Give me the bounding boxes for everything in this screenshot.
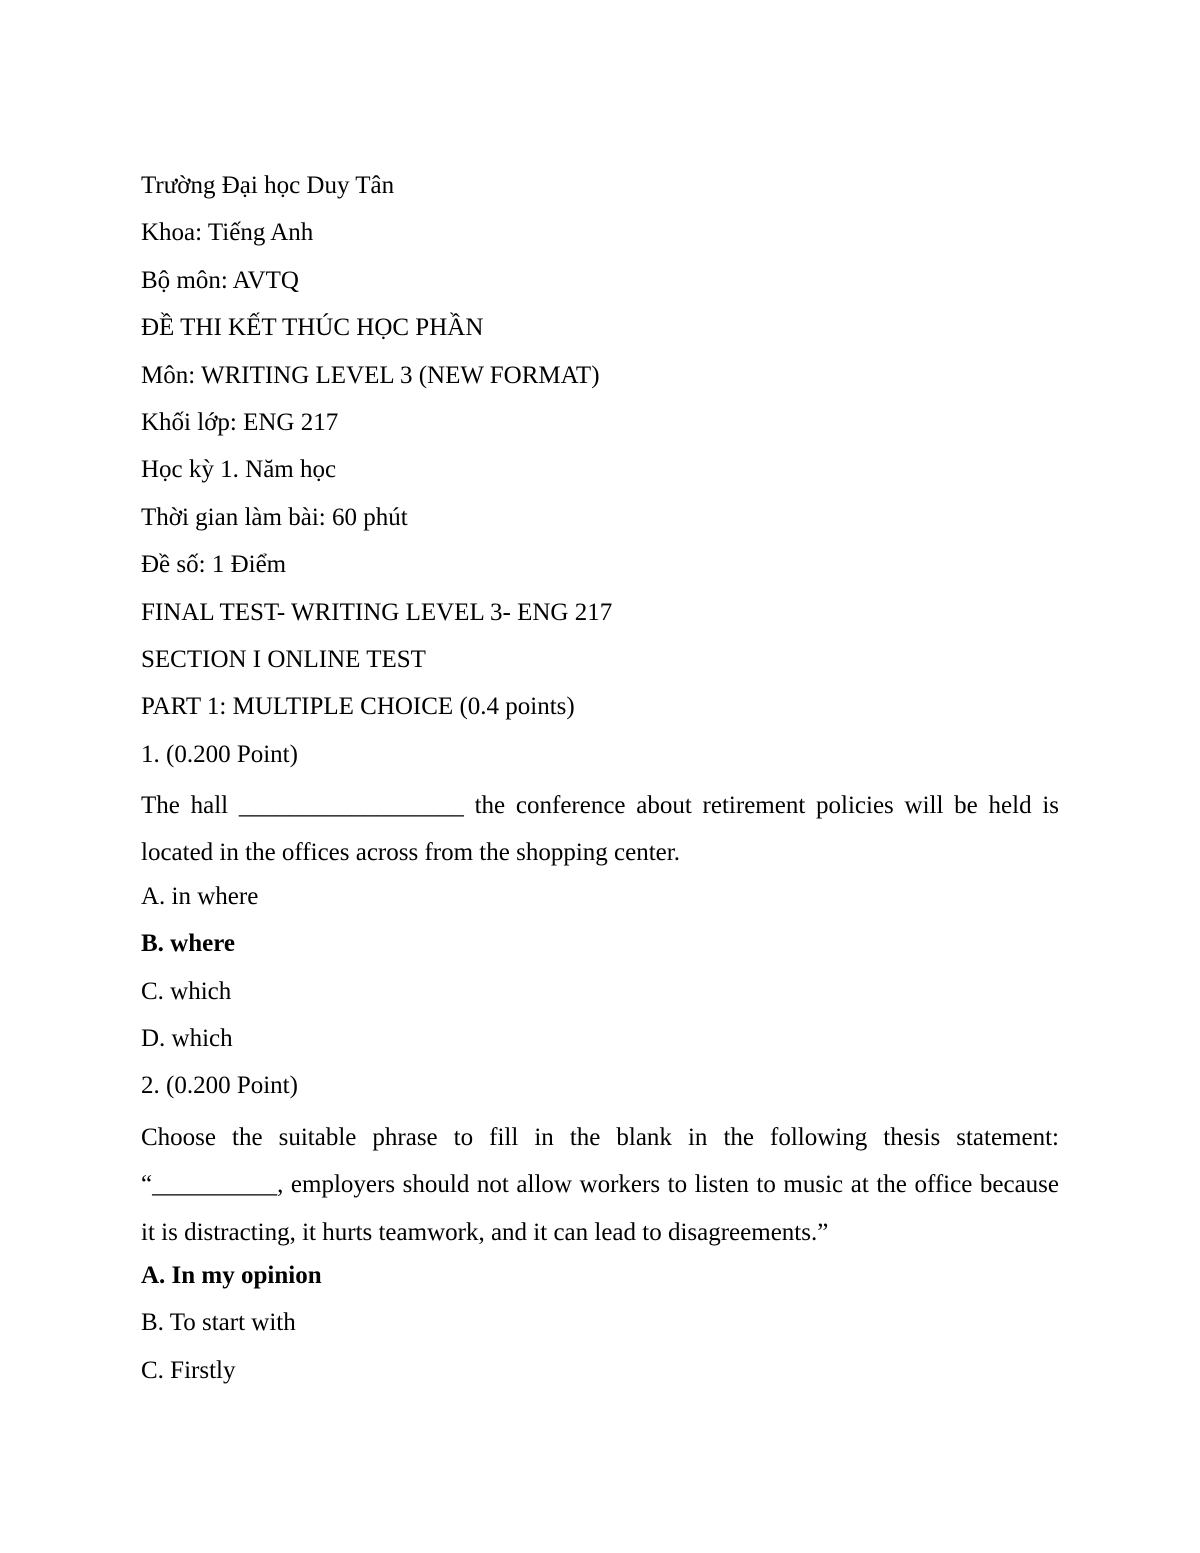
question-2-number: 2. (0.200 Point) — [141, 1072, 298, 1100]
question-2-option-a: A. In my opinion — [141, 1262, 322, 1290]
question-1-option-a: A. in where — [141, 882, 259, 910]
duration-line: Thời gian làm bài: 60 phút — [141, 503, 408, 531]
part-title: PART 1: MULTIPLE CHOICE (0.4 points) — [141, 693, 575, 721]
subject-line: Môn: WRITING LEVEL 3 (NEW FORMAT) — [141, 361, 600, 389]
final-test-title: FINAL TEST- WRITING LEVEL 3- ENG 217 — [141, 598, 613, 626]
question-1-option-b: B. where — [141, 930, 235, 958]
question-1-option-d: D. which — [141, 1025, 233, 1053]
question-2-option-b: B. To start with — [141, 1309, 296, 1337]
question-1-number: 1. (0.200 Point) — [141, 740, 298, 768]
exam-number-line: Đề số: 1 Điểm — [141, 551, 287, 579]
faculty-line: Khoa: Tiếng Anh — [141, 219, 314, 247]
department-line: Bộ môn: AVTQ — [141, 266, 299, 294]
document-content — [141, 166, 1059, 1398]
question-1-prompt: The hall __________________ the conference about retirement policies will be held is located in the offices across from the shopping center. — [141, 792, 1059, 867]
university-name: Trường Đại học Duy Tân — [141, 172, 395, 199]
question-1-option-c: C. which — [141, 977, 232, 1005]
class-group-line: Khối lớp: ENG 217 — [141, 408, 339, 436]
semester-line: Học kỳ 1. Năm học — [141, 456, 337, 484]
exam-title: ĐỀ THI KẾT THÚC HỌC PHẦN — [141, 314, 484, 342]
question-2-option-c: C. Firstly — [141, 1356, 236, 1384]
section-title: SECTION I ONLINE TEST — [141, 645, 426, 673]
question-2-prompt: Choose the suitable phrase to fill in the blank in the following thesis statement: “__________, employers should not allow workers to listen to music at the office because it is distracting, it hurts teamwork, and it can lead to disagreements.” — [141, 1123, 1059, 1246]
